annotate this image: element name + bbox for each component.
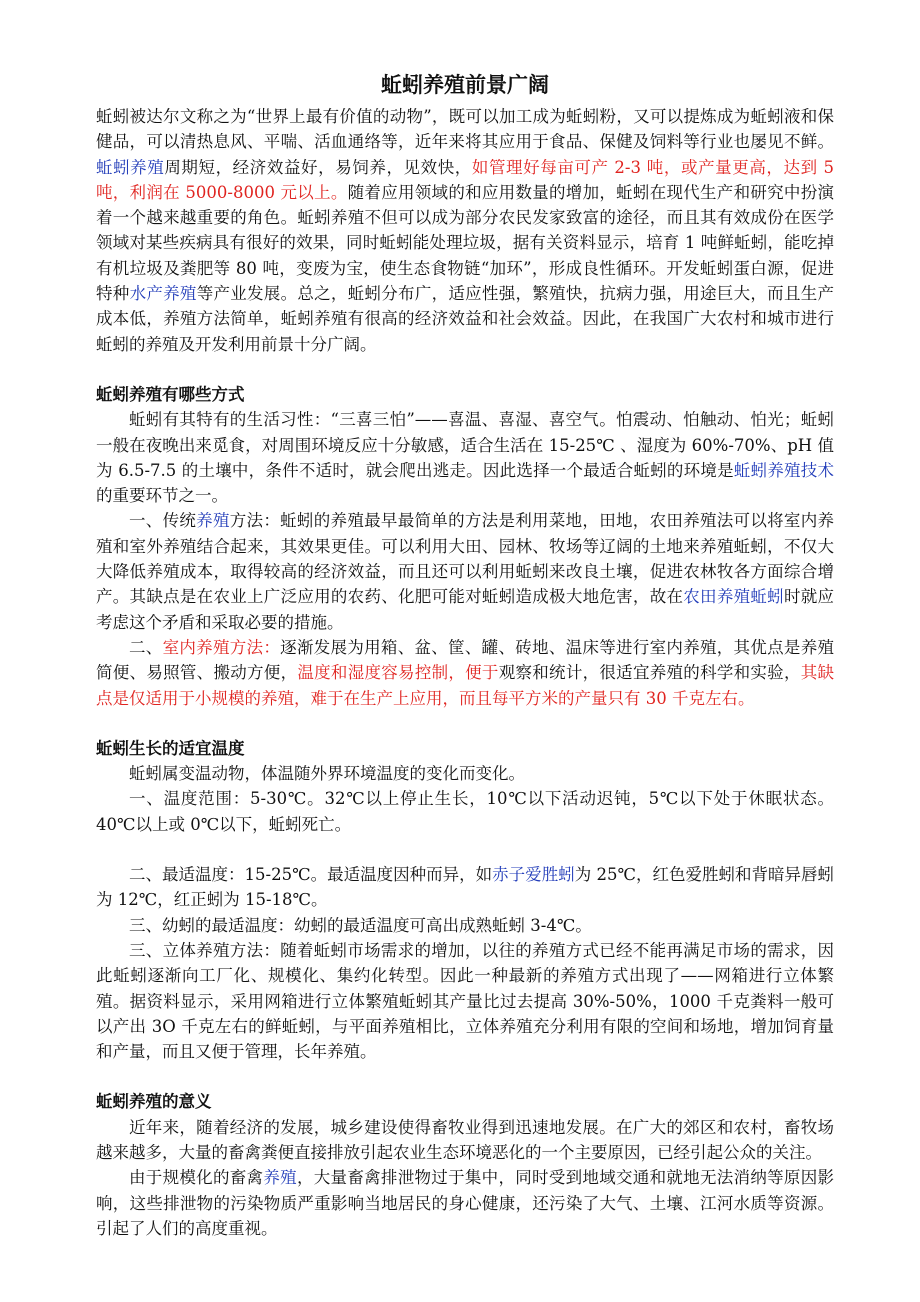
significance-text-2: ，大量畜禽排泄物过于集中，同时受到地域交通和就地无法消纳等原因影响，这些排泄物的污染物质严重影响当地居民的身心健康，还污染了大气、土壤、江河水质等资源。引起了人们的高度重视。: [96, 1168, 835, 1238]
link-livestock-breeding[interactable]: 养殖: [263, 1168, 297, 1188]
indoor-highlight-drawback: 其缺点是仅适用于小规模的养殖，难于在生产上应用，而且每平方米的产量只有 30 千克左右。: [96, 663, 835, 708]
indoor-text-1: 二、: [129, 637, 163, 657]
traditional-text-1: 一、传统: [129, 511, 197, 531]
methods-text-1: 蚯蚓有其特有的生活习性：“三喜三怕”——喜温、喜湿、喜空气。怕震动、怕触动、怕光；蚯蚓一般在夜晚出来觅食，对周围环境反应十分敏感，适合生活在 15-25℃ 、湿度为 60%-70%、pH 值为 6.5-7.5 的土壤中，条件不适时，就会爬出逃走。因此选择一个最适合蚯蚓的环境是: [96, 410, 834, 480]
spacer: [96, 1064, 834, 1089]
temperature-paragraph-optimal: [96, 862, 834, 913]
methods-paragraph-indoor: [96, 635, 834, 711]
indoor-highlight-method: 室内养殖方法：: [162, 637, 281, 657]
temperature-paragraph-range: 一、温度范围：5-30℃。32℃以上停止生长，10℃以下活动迟钝，5℃以下处于休眠状态。40℃以上或 0℃以下，蚯蚓死亡。: [96, 789, 834, 834]
link-earthworm-farming[interactable]: 蚯蚓养殖: [96, 157, 165, 177]
temperature-paragraph-stereo: 三、立体养殖方法：随着蚯蚓市场需求的增加，以往的养殖方式已经不能再满足市场的需求，因此蚯蚓逐渐向工厂化、规模化、集约化转型。因此一种最新的养殖方式出现了——网箱进行立体繁殖。据资料显示，采用网箱进行立体繁殖蚯蚓其产量比过去提高 30%-50%，1000 千克粪料一般可以产出 3O 千克左右的鲜蚯蚓，与平面养殖相比，立体养殖充分利用有限的空间和场地，增加饲育量和产量，而且又便于管理，长年养殖。: [96, 940, 834, 1062]
significance-paragraph-1: 近年来，随着经济的发展，城乡建设使得畜牧业得到迅速地发展。在广大的郊区和农村，畜牧场越来越多，大量的畜禽粪便直接排放引起农业生态环境恶化的一个主要原因，已经引起公众的关注。: [96, 1117, 834, 1162]
link-eisenia-foetida[interactable]: 赤子爱胜蚓: [492, 865, 575, 885]
significance-paragraph-2: [96, 1165, 834, 1241]
link-breeding[interactable]: 养殖: [196, 511, 230, 531]
indoor-text-3: 观察和统计，很适宜养殖的科学和实验，: [498, 663, 801, 683]
section-heading-temperature: 蚯蚓生长的适宜温度: [96, 738, 245, 758]
traditional-text-2: 方法：蚯蚓的养殖最早最简单的方法是利用菜地，田地，农田养殖法可以将室内养殖和室外养殖结合起来，其效果更佳。可以利用大田、园林、牧场等辽阔的土地来养殖蚯蚓，不仅大大降低养殖成本，取得较高的经济效益，而且还可以利用蚯蚓来改良土壤，促进农林牧各方面综合增产。其缺点是在农业上广泛应用的农药、化肥可能对蚯蚓造成极大地危害，故在: [96, 511, 835, 607]
methods-paragraph-habits: [96, 407, 834, 508]
intro-text-1: 蚯蚓被达尔文称之为“世界上最有价值的动物”，既可以加工成为蚯蚓粉，又可以提炼成为蚯蚓液和保健品，可以清热息风、平喘、活血通络等，近年来将其应用于食品、保健及饲料等行业也屡见不鲜。: [96, 107, 834, 152]
temperature-paragraph-juvenile: 三、幼蚓的最适温度：幼蚓的最适温度可高出成熟蚯蚓 3-4℃。: [129, 915, 592, 935]
optimal-text-1: 二、最适温度：15-25℃。最适温度因种而异，如: [129, 865, 493, 885]
section-heading-significance: 蚯蚓养殖的意义: [96, 1092, 212, 1112]
intro-text-4: 等产业发展。总之，蚯蚓分布广，适应性强，繁殖快，抗病力强，用途巨大，而且生产成本低，养殖方法简单，蚯蚓养殖有很高的经济效益和社会效益。因此，在我国广大农村和城市进行蚯蚓的养殖及开发利用前景十分广阔。: [96, 284, 835, 354]
indoor-text-2: 逐渐发展为用箱、盆、筐、罐、砖地、温床等进行室内养殖，其优点是养殖简便、易照管、搬动方便，: [96, 637, 835, 683]
spacer: [96, 711, 834, 736]
link-farmland-earthworm[interactable]: 农田养殖蚯蚓: [683, 587, 784, 607]
optimal-text-2: 为 25℃，红色爱胜蚓和背暗异唇蚓为 12℃，红正蚓为 15-18℃。: [96, 865, 835, 910]
intro-highlight-yield: 如管理好每亩可产 2-3 吨，或产量更高，达到 5 吨，利润在 5000-8000 元以上。: [96, 157, 834, 202]
spacer: [96, 837, 834, 862]
spacer: [96, 357, 834, 382]
methods-text-2: 的重要环节之一。: [96, 486, 228, 506]
page-title: 蚯蚓养殖前景广阔: [381, 73, 549, 97]
document-page: [96, 64, 834, 1241]
section-heading-methods: 蚯蚓养殖有哪些方式: [96, 384, 245, 404]
methods-paragraph-traditional: [96, 508, 834, 634]
link-aquaculture[interactable]: 水产养殖: [129, 284, 197, 304]
intro-text-2: 周期短，经济效益好，易饲养，见效快，: [164, 157, 472, 177]
indoor-highlight-control: 温度和湿度容易控制，便于: [297, 663, 499, 683]
link-earthworm-technique[interactable]: 蚯蚓养殖技术: [733, 460, 835, 480]
significance-text-1: 由于规模化的畜禽: [129, 1168, 264, 1188]
intro-paragraph: [96, 104, 834, 357]
traditional-text-3: 时就应考虑这个矛盾和采取必要的措施。: [96, 587, 835, 632]
temperature-paragraph-intro: 蚯蚓属变温动物，体温随外界环境温度的变化而变化。: [129, 764, 525, 784]
intro-text-3: 随着应用领域的和应用数量的增加，蚯蚓在现代生产和研究中扮演着一个越来越重要的角色。蚯蚓养殖不但可以成为部分农民发家致富的途径，而且其有效成份在医学领域对某些疾病具有很好的效果，同时蚯蚓能处理垃圾，据有关资料显示，培育 1 吨鲜蚯蚓，能吃掉有机垃圾及粪肥等 80 吨，变废为宝，使生态食物链“加环”，形成良性循环。开发蚯蚓蛋白源，促进特种: [96, 182, 834, 304]
